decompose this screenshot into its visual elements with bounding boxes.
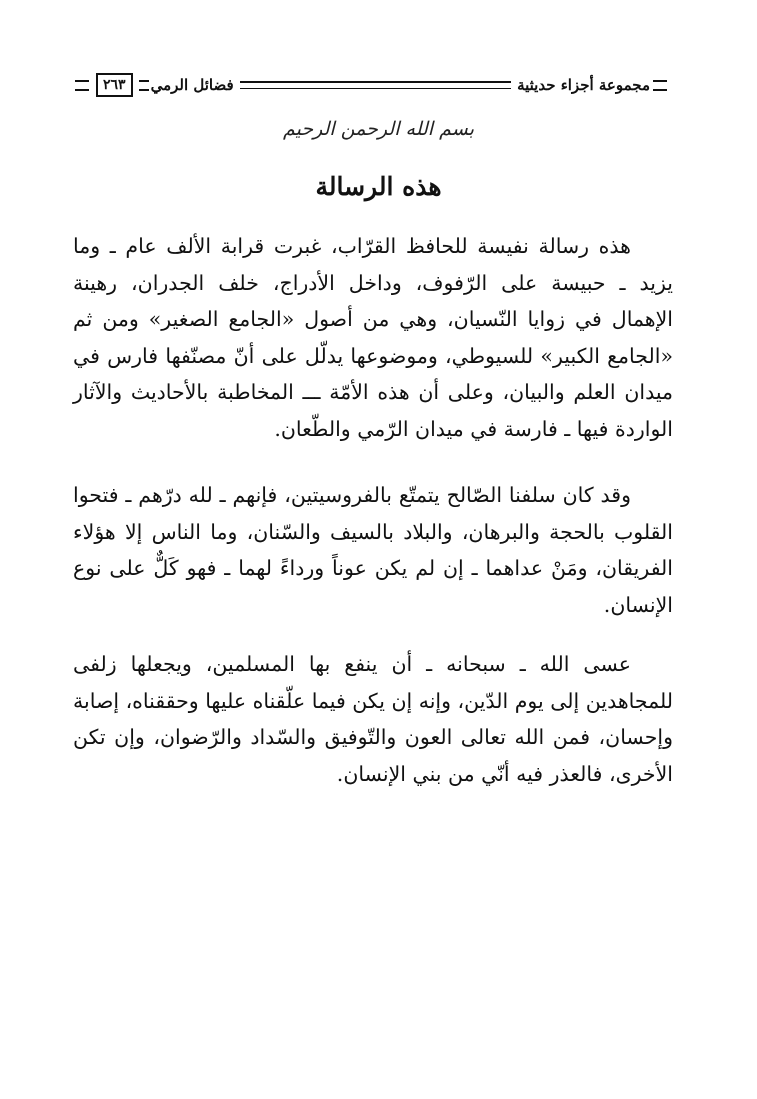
header-book-title: مجموعة أجزاء حديثية: [517, 76, 650, 94]
paragraph-2: وقد كان سلفنا الصّالح يتمتّع بالفروسيتين، فإنهم ـ لله درّهم ـ فتحوا القلوب بالحجة والبرهان، والبلاد بالسيف والسّنان، وما الناس إلا هؤلاء الفريقان، ومَنْ عداهما ـ إن لم يكن عوناً ورداءً لهما ـ فهو كَلٌّ على نوع الإنسان.: [73, 483, 673, 617]
paragraph-1: هذه رسالة نفيسة للحافظ القرّاب، غبرت قرابة الألف عام ـ وما يزيد ـ حبيسة على الرّفوف، وداخل الأدراج، خلف الجدران، رهينة الإهمال في زوايا النّسيان، وهي من أصول «الجامع الصغير» ومن ثم «الجامع الكبير» للسيوطي، وموضوعها يدلّل على أنّ مصنّفها فارس في ميدان العلم والبيان، وعلى أن هذه الأمّة ـــ المخاطبة بالأحاديث والآثار الواردة فيها ـ فارسة في ميدان الرّمي والطّعان.: [73, 234, 673, 441]
page-number: ٢٦٣: [96, 73, 133, 97]
page-title: هذه الرسالة: [315, 172, 442, 201]
header-rule: [240, 81, 511, 89]
header-ornament-middle: [139, 80, 149, 91]
header-ornament-end: [75, 80, 89, 91]
header-ornament-start: [653, 80, 667, 91]
header-section-title: فضائل الرمي: [150, 76, 234, 94]
basmala-calligraphy: بسم الله الرحمن الرحيم: [283, 118, 474, 140]
paragraph-3: عسى الله ـ سبحانه ـ أن ينفع بها المسلمين، ويجعلها زلفى للمجاهدين إلى يوم الدّين، وإنه إن يكن فيما علّقناه عليها وحققناه، إصابة وإحسان، فمن الله تعالى العون والتّوفيق والسّداد والرّضوان، وإن تكن الأخرى، فالعذر فيه أنّي من بني الإنسان.: [73, 652, 673, 786]
running-header: [72, 70, 670, 100]
